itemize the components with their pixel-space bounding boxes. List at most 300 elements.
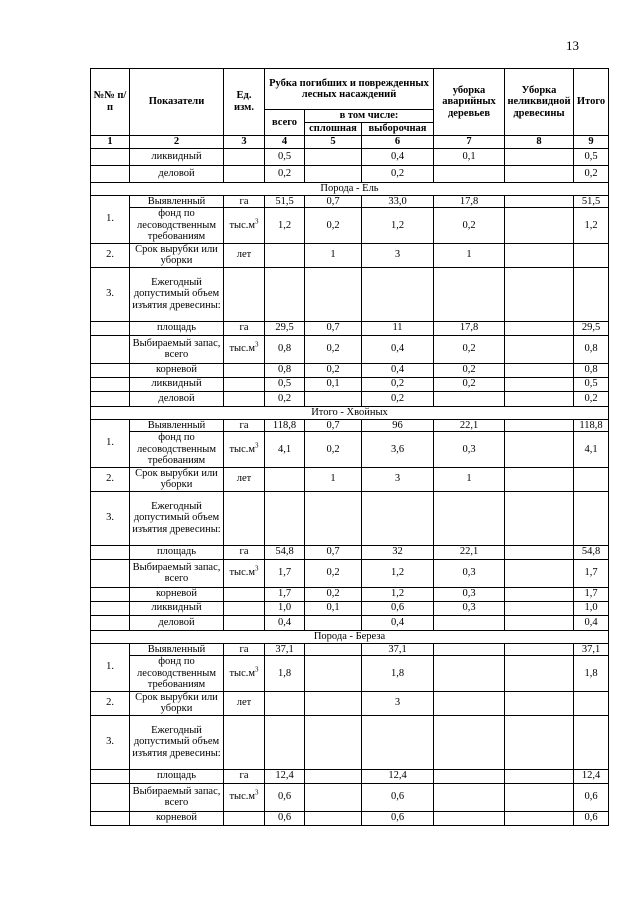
table-cell: 0,1 — [305, 601, 362, 615]
table-cell — [265, 243, 305, 267]
table-cell — [305, 783, 362, 811]
table-cell — [91, 783, 130, 811]
table-cell: 3 — [362, 243, 434, 267]
table-row — [91, 491, 609, 545]
table-cell: 3 — [362, 691, 434, 715]
table-cell — [91, 559, 130, 587]
table-cell — [505, 432, 574, 468]
table-row — [91, 715, 609, 769]
table-cell: 0,3 — [434, 601, 505, 615]
table-cell: 0,7 — [305, 545, 362, 559]
table-cell: 0,3 — [434, 432, 505, 468]
header-emergency-trees: уборка аварийных деревьев — [434, 69, 505, 136]
table-cell: 0,2 — [362, 377, 434, 391]
table-cell: 0,7 — [305, 195, 362, 208]
table-cell — [505, 148, 574, 165]
header-all: всего — [265, 110, 305, 136]
table-cell: деловой — [130, 615, 224, 630]
column-number-row — [91, 135, 609, 148]
table-cell — [265, 715, 305, 769]
table-cell: деловой — [130, 165, 224, 182]
table-row — [91, 363, 609, 377]
table-cell — [305, 691, 362, 715]
table-cell — [224, 391, 265, 406]
table-cell — [505, 267, 574, 321]
table-cell: га — [224, 769, 265, 783]
table-cell — [91, 165, 130, 182]
table-row — [91, 643, 609, 656]
table-cell — [224, 491, 265, 545]
table-cell: 1 — [434, 467, 505, 491]
table-cell — [574, 267, 609, 321]
table-cell — [224, 363, 265, 377]
table-cell — [574, 491, 609, 545]
table-cell — [224, 165, 265, 182]
unit-superscript: 3 — [255, 788, 259, 797]
table-cell — [224, 148, 265, 165]
table-cell: 0,6 — [362, 811, 434, 825]
table-cell: 1 — [305, 467, 362, 491]
table-cell: 4,1 — [574, 432, 609, 468]
table-row — [91, 467, 609, 491]
table-cell — [434, 715, 505, 769]
table-cell: 0,2 — [574, 391, 609, 406]
table-row — [91, 208, 609, 244]
unit-superscript: 3 — [255, 665, 259, 673]
table-cell: Срок вырубки или уборки — [130, 691, 224, 715]
table-cell: Выявленный — [130, 195, 224, 208]
table-cell — [434, 691, 505, 715]
table-row — [91, 391, 609, 406]
table-cell — [505, 783, 574, 811]
table-row — [91, 335, 609, 363]
table-cell: 0,5 — [574, 377, 609, 391]
table-cell: 12,4 — [362, 769, 434, 783]
table-cell: площадь — [130, 769, 224, 783]
table-cell: 1,8 — [265, 656, 305, 692]
table-cell: 1,2 — [574, 208, 609, 244]
table-cell: 17,8 — [434, 195, 505, 208]
table-cell: 0,4 — [362, 615, 434, 630]
table-cell — [91, 811, 130, 825]
section-row — [91, 630, 609, 643]
table-cell: 1,2 — [362, 208, 434, 244]
table-cell — [434, 491, 505, 545]
column-number: 6 — [362, 135, 434, 148]
table-cell — [362, 267, 434, 321]
table-cell — [224, 208, 265, 244]
header-selective-cut: выборочная — [362, 122, 434, 135]
table-cell — [224, 783, 265, 811]
table-cell — [91, 769, 130, 783]
table-cell: 12,4 — [574, 769, 609, 783]
section-row — [91, 406, 609, 419]
table-cell — [224, 377, 265, 391]
table-cell — [505, 419, 574, 432]
table-cell: 0,1 — [434, 148, 505, 165]
table-cell — [505, 377, 574, 391]
table-cell: 0,2 — [305, 587, 362, 601]
table-cell — [91, 363, 130, 377]
table-row — [91, 243, 609, 267]
table-row — [91, 783, 609, 811]
table-cell: Ежегодный допустимый объем изъятия древесины: — [130, 267, 224, 321]
table-cell: 0,2 — [305, 335, 362, 363]
table-cell: 0,4 — [362, 335, 434, 363]
table-cell: Ежегодный допустимый объем изъятия древесины: — [130, 715, 224, 769]
unit-superscript: 3 — [255, 217, 259, 225]
table-cell — [91, 148, 130, 165]
table-cell: 0,2 — [305, 432, 362, 468]
row-number: 1. — [91, 643, 130, 691]
table-cell — [574, 715, 609, 769]
unit-superscript: 3 — [255, 441, 259, 449]
table-cell — [505, 363, 574, 377]
unit-superscript: 3 — [255, 564, 259, 573]
table-row — [91, 691, 609, 715]
table-cell — [505, 467, 574, 491]
table-cell: 1,7 — [265, 587, 305, 601]
table-cell: 1,8 — [574, 656, 609, 692]
table-cell: Срок вырубки или уборки — [130, 467, 224, 491]
table-cell: 0,7 — [305, 321, 362, 335]
table-cell: 1,2 — [362, 559, 434, 587]
unit-text: тыс.м — [229, 343, 256, 355]
table-body — [91, 148, 609, 825]
table-cell: лет — [224, 467, 265, 491]
table-cell: 51,5 — [574, 195, 609, 208]
table-cell: ликвидный — [130, 377, 224, 391]
table-cell: 32 — [362, 545, 434, 559]
table-cell: фонд по лесоводственным требованиям — [130, 432, 224, 468]
column-number: 3 — [224, 135, 265, 148]
table-cell — [505, 715, 574, 769]
table-cell: 0,6 — [362, 783, 434, 811]
table-cell — [224, 601, 265, 615]
table-cell — [305, 391, 362, 406]
table-cell — [91, 587, 130, 601]
table-cell: га — [224, 321, 265, 335]
column-number: 1 — [91, 135, 130, 148]
table-cell — [224, 335, 265, 363]
table-cell: 12,4 — [265, 769, 305, 783]
header-including: в том числе: — [305, 110, 434, 123]
table-cell: 0,4 — [362, 148, 434, 165]
table-cell: 0,2 — [362, 165, 434, 182]
table-cell: га — [224, 195, 265, 208]
table-cell: 1 — [305, 243, 362, 267]
table-cell — [505, 769, 574, 783]
table-row — [91, 165, 609, 182]
table-cell: Ежегодный допустимый объем изъятия древесины: — [130, 491, 224, 545]
table-cell: 1,2 — [362, 587, 434, 601]
table-cell — [362, 715, 434, 769]
section-title: Итого - Хвойных — [91, 406, 609, 419]
row-number: 1. — [91, 419, 130, 467]
table-cell: 0,5 — [265, 377, 305, 391]
table-cell: 0,2 — [305, 559, 362, 587]
forest-harvest-table — [90, 68, 609, 826]
table-cell — [505, 165, 574, 182]
table-cell: 2. — [91, 691, 130, 715]
table-cell: лет — [224, 243, 265, 267]
table-cell — [505, 559, 574, 587]
table-cell — [91, 601, 130, 615]
table-cell: 3. — [91, 491, 130, 545]
table-cell: 3. — [91, 267, 130, 321]
table-cell: 1,7 — [574, 587, 609, 601]
table-row — [91, 601, 609, 615]
table-cell: 96 — [362, 419, 434, 432]
table-cell: 0,2 — [574, 165, 609, 182]
table-cell: Выбираемый запас, всего — [130, 783, 224, 811]
table-cell: 3,6 — [362, 432, 434, 468]
table-cell: 0,6 — [574, 783, 609, 811]
table-cell: 29,5 — [265, 321, 305, 335]
table-cell — [305, 769, 362, 783]
table-cell: 0,8 — [574, 363, 609, 377]
table-cell: 0,3 — [434, 559, 505, 587]
table-cell: 0,6 — [265, 783, 305, 811]
table-cell: 0,5 — [574, 148, 609, 165]
table-cell — [305, 491, 362, 545]
table-cell: корневой — [130, 587, 224, 601]
table-cell — [305, 165, 362, 182]
table-cell — [224, 615, 265, 630]
table-cell — [305, 267, 362, 321]
header-indicators: Показатели — [130, 69, 224, 136]
table-cell: 37,1 — [265, 643, 305, 656]
table-cell: 33,0 — [362, 195, 434, 208]
table-cell: 1,0 — [574, 601, 609, 615]
table-cell: фонд по лесоводственным требованиям — [130, 656, 224, 692]
table-cell — [505, 545, 574, 559]
column-number: 8 — [505, 135, 574, 148]
table-cell: 0,6 — [362, 601, 434, 615]
table-cell: 1,7 — [265, 559, 305, 587]
column-number: 7 — [434, 135, 505, 148]
table-cell — [574, 243, 609, 267]
table-row — [91, 811, 609, 825]
table-cell: 1 — [434, 243, 505, 267]
table-cell — [505, 195, 574, 208]
table-header — [91, 69, 609, 149]
table-cell — [505, 321, 574, 335]
unit-text: тыс.м — [229, 667, 256, 679]
table-cell: площадь — [130, 545, 224, 559]
column-number: 2 — [130, 135, 224, 148]
table-cell — [434, 783, 505, 811]
table-row — [91, 432, 609, 468]
table-cell — [224, 715, 265, 769]
table-cell — [505, 491, 574, 545]
table-cell: ликвидный — [130, 148, 224, 165]
table-cell — [305, 811, 362, 825]
table-row — [91, 321, 609, 335]
table-cell — [574, 691, 609, 715]
table-cell: 1,7 — [574, 559, 609, 587]
unit-text: тыс.м — [229, 219, 256, 231]
row-number: 1. — [91, 195, 130, 243]
table-cell: 17,8 — [434, 321, 505, 335]
table-cell: 2. — [91, 243, 130, 267]
page-number: 13 — [566, 38, 579, 53]
table-cell — [91, 545, 130, 559]
table-cell: 3 — [362, 467, 434, 491]
table-cell — [505, 243, 574, 267]
header-illiquid-wood: Уборка неликвидной древесины — [505, 69, 574, 136]
table-cell: 0,5 — [265, 148, 305, 165]
table-cell: 37,1 — [574, 643, 609, 656]
header-cutting-group: Рубка погибших и поврежденных лесных насаждений — [265, 69, 434, 110]
table-cell: 54,8 — [265, 545, 305, 559]
table-cell: 11 — [362, 321, 434, 335]
unit-text: тыс.м — [229, 443, 256, 455]
table-cell — [224, 432, 265, 468]
table-cell — [305, 615, 362, 630]
table-row — [91, 545, 609, 559]
section-row — [91, 182, 609, 195]
table-cell: 29,5 — [574, 321, 609, 335]
header-unit: Ед. изм. — [224, 69, 265, 136]
table-cell — [505, 208, 574, 244]
table-cell — [305, 148, 362, 165]
unit-text: тыс.м — [229, 791, 256, 803]
table-row — [91, 195, 609, 208]
section-title: Порода - Ель — [91, 182, 609, 195]
table-cell: 0,2 — [434, 208, 505, 244]
table-cell: Срок вырубки или уборки — [130, 243, 224, 267]
section-title: Порода - Береза — [91, 630, 609, 643]
unit-text: тыс.м — [229, 567, 256, 579]
table-cell — [265, 267, 305, 321]
table-cell — [305, 656, 362, 692]
table-cell: 2. — [91, 467, 130, 491]
table-cell: 37,1 — [362, 643, 434, 656]
table-row — [91, 559, 609, 587]
table-cell — [305, 715, 362, 769]
column-number: 5 — [305, 135, 362, 148]
table-cell: 0,4 — [362, 363, 434, 377]
table-cell — [265, 467, 305, 491]
table-cell: фонд по лесоводственным требованиям — [130, 208, 224, 244]
table-cell — [505, 615, 574, 630]
table-cell: деловой — [130, 391, 224, 406]
table-row — [91, 377, 609, 391]
table-cell: Выявленный — [130, 419, 224, 432]
table-cell: корневой — [130, 811, 224, 825]
table-cell — [224, 587, 265, 601]
table-cell: 51,5 — [265, 195, 305, 208]
unit-superscript: 3 — [255, 340, 259, 349]
table-cell: 0,8 — [265, 363, 305, 377]
table-cell: ликвидный — [130, 601, 224, 615]
column-number: 9 — [574, 135, 609, 148]
table-cell: га — [224, 419, 265, 432]
table-cell: 0,2 — [434, 377, 505, 391]
table-cell — [434, 643, 505, 656]
table-cell: 0,8 — [574, 335, 609, 363]
table-cell: 0,1 — [305, 377, 362, 391]
table-cell — [434, 615, 505, 630]
table-row — [91, 148, 609, 165]
table-cell: 0,2 — [265, 391, 305, 406]
table-cell: 118,8 — [265, 419, 305, 432]
table-cell — [505, 601, 574, 615]
table-cell: 0,2 — [305, 208, 362, 244]
table-cell: 0,6 — [265, 811, 305, 825]
table-cell: 1,0 — [265, 601, 305, 615]
table-cell: 0,2 — [434, 335, 505, 363]
table-cell — [265, 491, 305, 545]
table-cell: 3. — [91, 715, 130, 769]
table-row — [91, 615, 609, 630]
table-row — [91, 656, 609, 692]
table-cell: 118,8 — [574, 419, 609, 432]
table-row — [91, 267, 609, 321]
table-cell: 0,2 — [305, 363, 362, 377]
table-cell: га — [224, 545, 265, 559]
table-cell — [224, 811, 265, 825]
table-row — [91, 769, 609, 783]
table-cell: 54,8 — [574, 545, 609, 559]
table-cell: 22,1 — [434, 419, 505, 432]
table-cell — [434, 267, 505, 321]
table-cell: Выбираемый запас, всего — [130, 335, 224, 363]
table-cell — [434, 656, 505, 692]
table-cell — [305, 643, 362, 656]
table-cell: Выбираемый запас, всего — [130, 559, 224, 587]
table-cell: 0,4 — [265, 615, 305, 630]
table-cell — [434, 769, 505, 783]
table-cell — [505, 656, 574, 692]
header-clear-cut: сплошная — [305, 122, 362, 135]
table-cell — [91, 377, 130, 391]
table-cell: площадь — [130, 321, 224, 335]
table-cell — [505, 691, 574, 715]
table-cell — [505, 391, 574, 406]
table-cell — [362, 491, 434, 545]
table-row — [91, 419, 609, 432]
table-cell: 0,6 — [574, 811, 609, 825]
table-cell: корневой — [130, 363, 224, 377]
table-cell — [91, 391, 130, 406]
table-cell — [434, 811, 505, 825]
table-cell: 0,2 — [362, 391, 434, 406]
table-cell: 1,2 — [265, 208, 305, 244]
header-number: №№ п/п — [91, 69, 130, 136]
table-cell: 0,2 — [434, 363, 505, 377]
table-cell — [434, 391, 505, 406]
table-cell: 0,2 — [265, 165, 305, 182]
table-cell — [91, 615, 130, 630]
table-cell — [574, 467, 609, 491]
table-cell — [224, 656, 265, 692]
table-cell: 0,3 — [434, 587, 505, 601]
table-cell: 1,8 — [362, 656, 434, 692]
table-cell — [91, 335, 130, 363]
header-total: Итого — [574, 69, 609, 136]
table-cell: 22,1 — [434, 545, 505, 559]
table-cell — [265, 691, 305, 715]
column-number: 4 — [265, 135, 305, 148]
table-cell — [434, 165, 505, 182]
table-row — [91, 587, 609, 601]
table-cell: 0,4 — [574, 615, 609, 630]
table-cell — [505, 335, 574, 363]
table-cell — [505, 643, 574, 656]
table-cell: 0,8 — [265, 335, 305, 363]
